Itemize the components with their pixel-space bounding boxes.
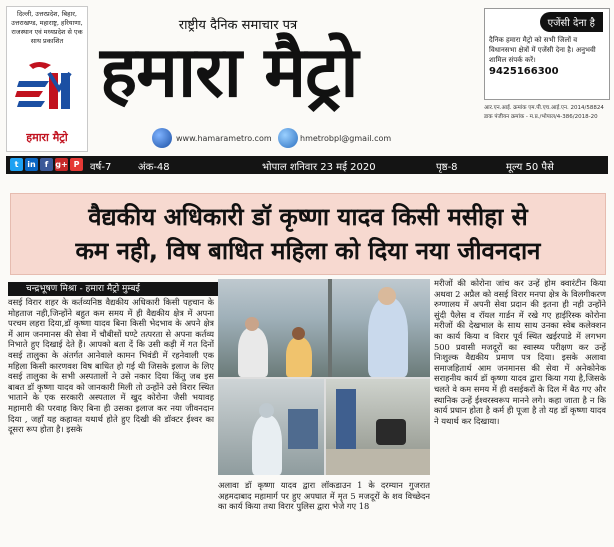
agency-text xyxy=(489,35,605,77)
byline: चन्द्रभूषण मिश्रा - हमारा मैट्रो मुम्बई xyxy=(8,282,226,296)
headline-box xyxy=(10,193,606,275)
issue-info-bar xyxy=(6,156,608,174)
agency-box xyxy=(484,8,610,100)
article-column-right: मरीजों की कोरोना जांच कर उन्हें होम क्वारंटीन किया अथवा 2 अप्रैल को वसई विरार मनपा क्षेत्र के विलगीकरण रुग्णालय में अपनी सेवा प्रदान की इतना ही नही उन्होंने सुंदी पैलेस व रॉयल गार्डन में रखे गए हाईरिस्क कोरोना मरीजों की देखभाल के साथ साथ उनका स्वेब कलेक्शन का कार्य किया व विरार पूर्व स्थित खईरपाडे में लगभग 500 प्रवासी मजदूरों का स्वास्थ्य परीक्षण कर उन्हें निःशुल्क वैद्यकीय प्रमाण पत्र दिया। इसके अलावा समाजहितार्थ आम जनमानस की सेवा में अनेकोनेक सराहनीय कार्य डॉ कृष्णा यादव द्वारा किया गया है,जिसके चलते वे कम समय में ही वसईकरों के दिल में बैठ गए और स्थानिक उन्हें ईश्वरस्वरूप मानने लगे। कहा जाता है न कि कार्य प्रधान होता है कर्म ही पूजा है तो यह डॉ कृष्णा यादव ने यथार्थ कर दिखाया। xyxy=(434,278,606,426)
globe-icon xyxy=(152,128,172,148)
logo-label: हमारा मैट्रो xyxy=(26,131,68,144)
facebook-icon[interactable]: f xyxy=(40,158,53,171)
linkedin-icon[interactable]: in xyxy=(25,158,38,171)
pinterest-icon[interactable]: P xyxy=(70,158,83,171)
social-links xyxy=(10,158,83,171)
photo-doctor-examining-patient xyxy=(218,279,430,377)
contact-row xyxy=(150,128,392,152)
page-count: पृष्ठ-8 xyxy=(436,162,458,173)
hamara-metro-logo-icon xyxy=(15,59,79,121)
publication-editions-box xyxy=(6,6,88,152)
masthead-tagline: राष्ट्रीय दैनिक समाचार पत्र xyxy=(178,18,298,33)
headline-line-2: कम नही, विष बाधित महिला को दिया नया जीवनदान xyxy=(75,237,541,265)
website-link[interactable]: www.hamarametro.com xyxy=(176,134,272,143)
agency-heading: एजेंसी देना है xyxy=(540,12,603,32)
agency-phone: 9425166300 xyxy=(489,66,559,77)
registration-info xyxy=(484,104,608,122)
article-column-left: वसई विरार शहर के कर्तव्यनिष्ठ वैद्यकीय अधिकारी किसी पहचान के मोहताज नही,जिन्होंने बहुत कम समय में ही वैद्यकीय क्षेत्र में अपना परचम लहरा दिया,डॉ कृष्णा यादव बिना किसी भेदभाव के अपने क्षेत्र में आम जनमानस की सेवा में चौबीसों घण्टे तत्परता से अपना कर्तव्य निभाते हुए दिखाई देते हैं। आपको बता दें कि उसी कड़ी में गत दिनों वसई तालुका के अंतर्गत आनेवाले कामन भिवंडी में रहनेवाली एक महिला किसी कारणवश विष बाधित हो गई थी जिसके इलाज के लिए वसई तालुका के सभी अस्पतालों ने उसे नकार दिया किंतु जब इस बाबत डॉ कृष्णा यादव को जानकारी मिली तो उन्होंने उसे विरार स्थित भाताने के एक सरकारी अस्पताल में खुद कोरोना जैसी भयावह महामारी की परवाह किए बिना ही उसका इलाज कर नया जीवनदान दिया , जहाँ यह कहावत यथार्थ होते हुए दिखी की डॉक्टर ईश्वर का दूसरा रूप होता है। इसके xyxy=(8,297,214,435)
article-photos xyxy=(218,279,430,475)
photo-doctor-in-ward xyxy=(218,379,324,475)
photo-hospital-room xyxy=(326,379,430,475)
twitter-icon[interactable]: t xyxy=(10,158,23,171)
google-plus-icon[interactable]: g+ xyxy=(55,160,68,169)
registration-line-2: डाक पंजीयन क्रमांक - म.प्र./भोपाल/4-386/2018-20 xyxy=(484,114,598,120)
headline-line-1: वैद्यकीय अधिकारी डॉ कृष्णा यादव किसी मसीहा से xyxy=(88,203,528,231)
issue-number: अंक-48 xyxy=(138,162,170,173)
issue-place-date: भोपाल शनिवार 23 मई 2020 xyxy=(262,162,376,173)
article-column-middle: अलावा डॉ कृष्णा यादव द्वारा लॉकडाउन 1 के दरम्यान गुजरात अहमदाबाद महामार्ग पर हुए अपघात में मृत 5 मजदूरों के शव विच्छेदन का कार्य किया तथा विरार पुलिस द्वारा भेजे गए 18 xyxy=(218,480,430,512)
issue-year: वर्ष-7 xyxy=(90,162,112,173)
email-link[interactable]: hmetrobpl@gmail.com xyxy=(300,134,392,143)
email-icon xyxy=(278,128,298,148)
issue-price: मूल्य 50 पैसे xyxy=(506,162,554,173)
registration-line-1: आर.एन.आई. क्रमांक एम.पी.एच.आई.एन. 2014/58824 xyxy=(484,105,604,111)
editions-text: दिल्ली, उत्तरप्रदेश, बिहार, उत्तराखण्ड, महाराष्ट्र, हरियाणा, राजस्थान एवं मध्यप्रदेश से एक साथ प्रकाशित xyxy=(11,10,83,45)
masthead-title: हमारा मैट्रो xyxy=(100,31,358,113)
agency-body: दैनिक हमारा मैट्रो को सभी जिलों व विधानसभा क्षेत्रों में एजेंसी देना है। अनुभवी शामिल संपर्क करें। xyxy=(489,36,596,64)
